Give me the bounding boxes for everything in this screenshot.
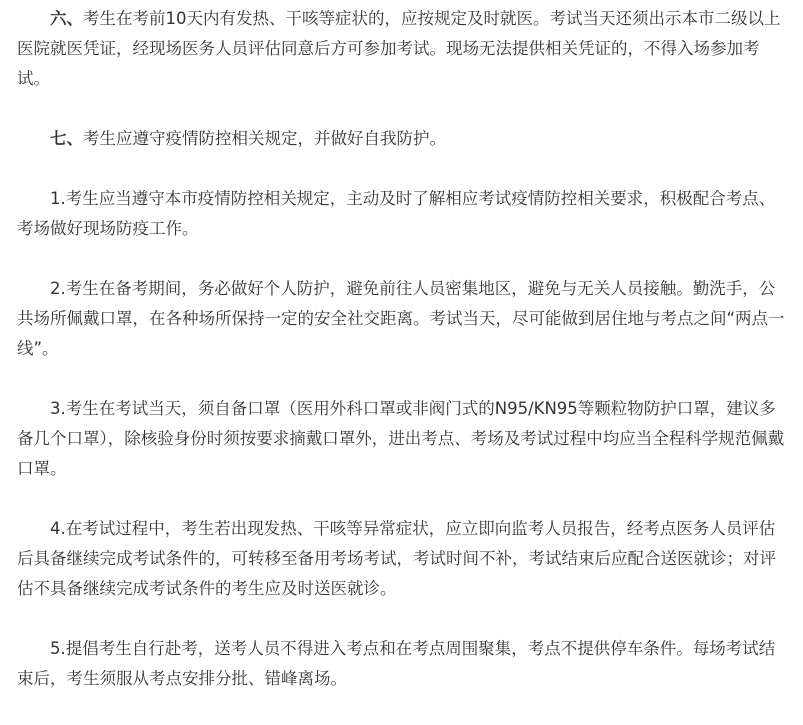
paragraph-gap: [17, 364, 787, 394]
paragraph-gap: [17, 604, 787, 634]
section-seven-text: 考生应遵守疫情防控相关规定，并做好自我防护。: [83, 129, 446, 148]
section-six: [17, 4, 787, 94]
paragraph-gap: [17, 244, 787, 274]
list-item-4: 4.在考试过程中，考生若出现发热、干咳等异常症状，应立即向监考人员报告，经考点医务人员评估后具备继续完成考试条件的，可转移至备用考场考试，考试时间不补，考试结束后应配合送医就诊；对评估不具备继续完成考试条件的考生应及时送医就诊。: [17, 519, 776, 598]
paragraph-gap: [17, 94, 787, 124]
section-six-text: 考生在考前10天内有发热、干咳等症状的，应按规定及时就医。考试当天还须出示本市二级以上医院就医凭证，经现场医务人员评估同意后方可参加考试。现场无法提供相关凭证的，不得入场参加考试。: [17, 9, 781, 88]
list-item-5: 5.提倡考生自行赴考，送考人员不得进入考点和在考点周围聚集，考点不提供停车条件。每场考试结束后，考生须服从考点安排分批、错峰离场。: [17, 639, 776, 688]
section-seven-number: 七、: [50, 129, 83, 148]
list-item-1: 1.考生应当遵守本市疫情防控相关规定，主动及时了解相应考试疫情防控相关要求，积极配合考点、考场做好现场防疫工作。: [17, 189, 776, 238]
section-six-number: 六、: [50, 9, 83, 28]
section-seven: [17, 124, 787, 154]
list-item-3: 3.考生在考试当天，须自备口罩（医用外科口罩或非阀门式的N95/KN95等颗粒物防护口罩，建议多备几个口罩），除核验身份时须按要求摘戴口罩外，进出考点、考场及考试过程中均应当全程科学规范佩戴口罩。: [17, 399, 785, 478]
paragraph-gap: [17, 154, 787, 184]
paragraph-gap: [17, 484, 787, 514]
list-item-2: 2.考生在备考期间，务必做好个人防护，避免前往人员密集地区，避免与无关人员接触。勤洗手，公共场所佩戴口罩，在各种场所保持一定的安全社交距离。考试当天，尽可能做到居住地与考点之间“两点一线”。: [17, 279, 785, 358]
notice-document: [17, 4, 787, 694]
